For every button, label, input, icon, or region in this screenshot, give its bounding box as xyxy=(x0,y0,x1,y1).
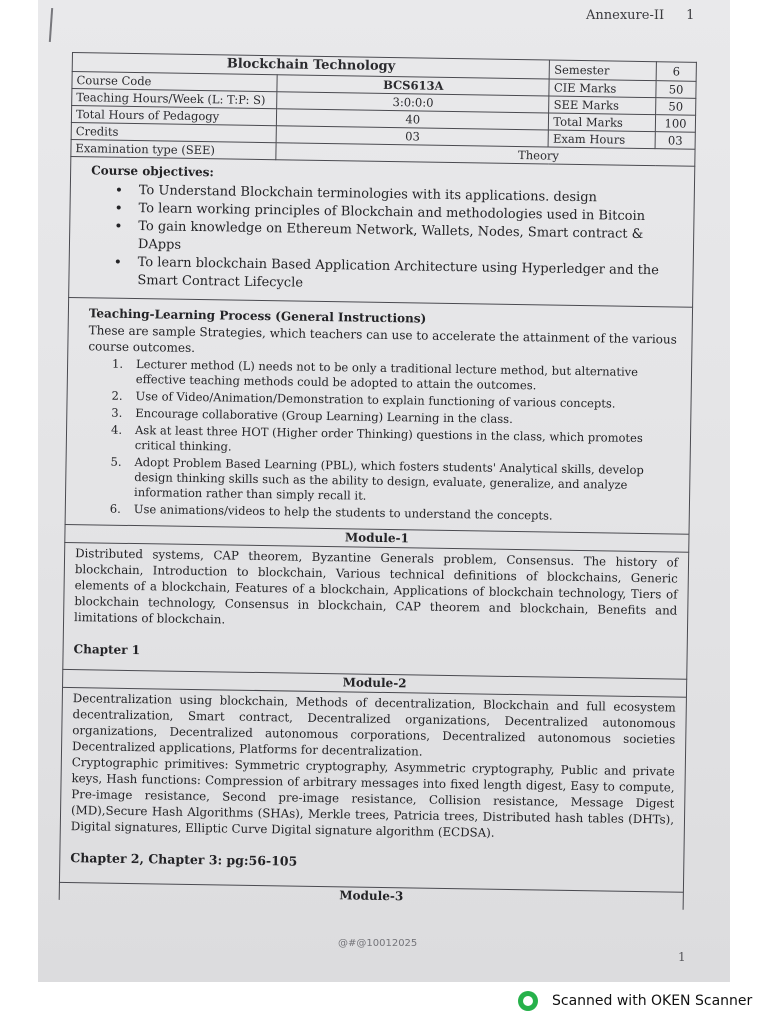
semester-label: Semester xyxy=(550,60,657,81)
tlp-item xyxy=(86,454,682,508)
exam-hours-value: 03 xyxy=(655,132,695,150)
module-3-heading: Module-3 xyxy=(59,883,684,910)
pedagogy-hours-value: 40 xyxy=(277,109,549,130)
semester-value: 6 xyxy=(656,62,696,82)
module-2-chapter: Chapter 2, Chapter 3: pg:56-105 xyxy=(70,850,298,869)
tlp-item-number: 2. xyxy=(111,388,123,403)
tlp-item-number: 5. xyxy=(110,454,122,469)
module-2-heading: Module-2 xyxy=(62,670,687,698)
footer-page-number: 1 xyxy=(678,950,686,964)
tlp-intro: These are sample Strategies, which teachers can use to accelerate the attainment of the various course outcomes. xyxy=(88,323,677,355)
header-page-number: 1 xyxy=(686,8,695,23)
see-marks-value: 50 xyxy=(656,98,696,116)
scanner-branding xyxy=(518,990,752,1012)
tlp-list xyxy=(86,356,683,525)
objective-item: • To learn working principles of Blockchain and methodologies used in Bitcoin xyxy=(114,200,685,227)
cie-marks-label: CIE Marks xyxy=(549,79,656,98)
teaching-hours-label: Teaching Hours/Week (L: T:P: S) xyxy=(72,89,277,109)
tlp-item-text: Ask at least three HOT (Higher order Thinking) questions in the class, which promotes critical thinking. xyxy=(134,423,643,454)
syllabus-sheet xyxy=(59,52,697,910)
credits-value: 03 xyxy=(276,126,548,147)
oken-logo-icon xyxy=(518,991,538,1011)
see-marks-label: SEE Marks xyxy=(549,96,656,115)
teaching-hours-value: 3:0:0:0 xyxy=(277,92,549,113)
tlp-item-text: Encourage collaborative (Group Learning) Learning in the class. xyxy=(135,406,513,426)
course-code-value: BCS613A xyxy=(277,75,549,96)
scan-watermark: @#@10012025 xyxy=(338,938,418,949)
module-2-paragraph-1: Decentralization using blockchain, Methods of decentralization, Blockchain and full ecosystem decentralization, Smart contract, Decentralized organizations, Decentralized autonomous organizations, Decentralized autonomous corporations, Decentralized autonomous societies Decentralized applications, Platforms for decentralization. xyxy=(71,691,676,759)
tlp-item-text: Use animations/videos to help the students to understand the concepts. xyxy=(133,502,553,523)
tlp-item-text: Use of Video/Animation/Demonstration to explain functioning of various concepts. xyxy=(135,389,616,411)
cie-marks-value: 50 xyxy=(656,81,696,99)
teaching-learning-section xyxy=(65,298,693,535)
objective-item: • To gain knowledge on Ethereum Network, Wallets, Nodes, Smart contract & DApps xyxy=(114,218,685,263)
tlp-item-number: 1. xyxy=(111,356,124,371)
pedagogy-hours-label: Total Hours of Pedagogy xyxy=(71,106,276,126)
exam-type-label: Examination type (SEE) xyxy=(71,139,276,159)
objective-item: • To Understand Blockchain terminologies with its applications. design xyxy=(115,182,686,209)
module-1-chapter: Chapter 1 xyxy=(73,642,141,658)
total-marks-label: Total Marks xyxy=(549,113,656,132)
tlp-item-number: 6. xyxy=(109,501,121,516)
exam-type-value: Theory xyxy=(276,143,695,167)
tlp-item-text: Lecturer method (L) needs not to be only a traditional lecture method, but alternative effective teaching methods could be adopted to attain the outcomes. xyxy=(135,357,639,393)
exam-hours-label: Exam Hours xyxy=(548,130,655,149)
scanned-page xyxy=(38,0,730,982)
scanner-text: Scanned with OKEN Scanner xyxy=(552,993,753,1009)
margin-pen-mark xyxy=(49,8,53,42)
total-marks-value: 100 xyxy=(656,115,696,133)
tlp-heading: Teaching-Learning Process (General Instructions) xyxy=(88,306,427,326)
tlp-item-text: Adopt Problem Based Learning (PBL), which fosters students' Analytical skills, develop design thinking skills such as the ability to design, evaluate, generalize, and analyze information rather than simply recall it. xyxy=(133,455,644,503)
objectives-list xyxy=(89,181,686,298)
course-info-table xyxy=(70,52,697,167)
credits-label: Credits xyxy=(71,122,276,142)
course-code-label: Course Code xyxy=(72,72,277,92)
course-title: Blockchain Technology xyxy=(72,53,550,79)
course-objectives-section xyxy=(68,157,695,308)
annexure-label: Annexure-II xyxy=(586,8,665,23)
annexure-header xyxy=(586,8,694,23)
module-2-paragraph-2: Cryptographic primitives: Symmetric cryptography, Asymmetric cryptography, Public and private keys, Hash functions: Compression of arbitrary messages into fixed length digest, Easy to compute, Pre-image resistance, Second pre-image resistance, Collision resistance, Message Digest (MD),Secure Hash Algorithms (SHAs), Merkle trees, Patricia trees, Distributed hash tables (DHTs), Digital signatures, Elliptic Curve Digital signature algorithm (ECDSA). xyxy=(70,755,675,840)
module-2-content xyxy=(59,688,687,893)
tlp-item-number: 3. xyxy=(111,405,123,420)
module-1-content xyxy=(62,543,689,680)
tlp-item-number: 4. xyxy=(110,422,123,437)
objective-item: • To learn blockchain Based Application Architecture using Hyperledger and the Smart Contract Lifecycle xyxy=(113,254,684,299)
module-1-text: Distributed systems, CAP theorem, Byzantine Generals problem, Consensus. The history of blockchain, Introduction to blockchain, Various technical definitions of blockchains, Generic elements of a blockchain, Features of a blockchain, Applications of blockchain technology, Tiers of blockchain technology, Consensus in blockchain, CAP theorem and blockchain, Benefits and limitations of blockchain. xyxy=(74,546,679,627)
module-1-heading: Module-1 xyxy=(64,525,689,553)
objectives-heading: Course objectives: xyxy=(91,163,214,180)
